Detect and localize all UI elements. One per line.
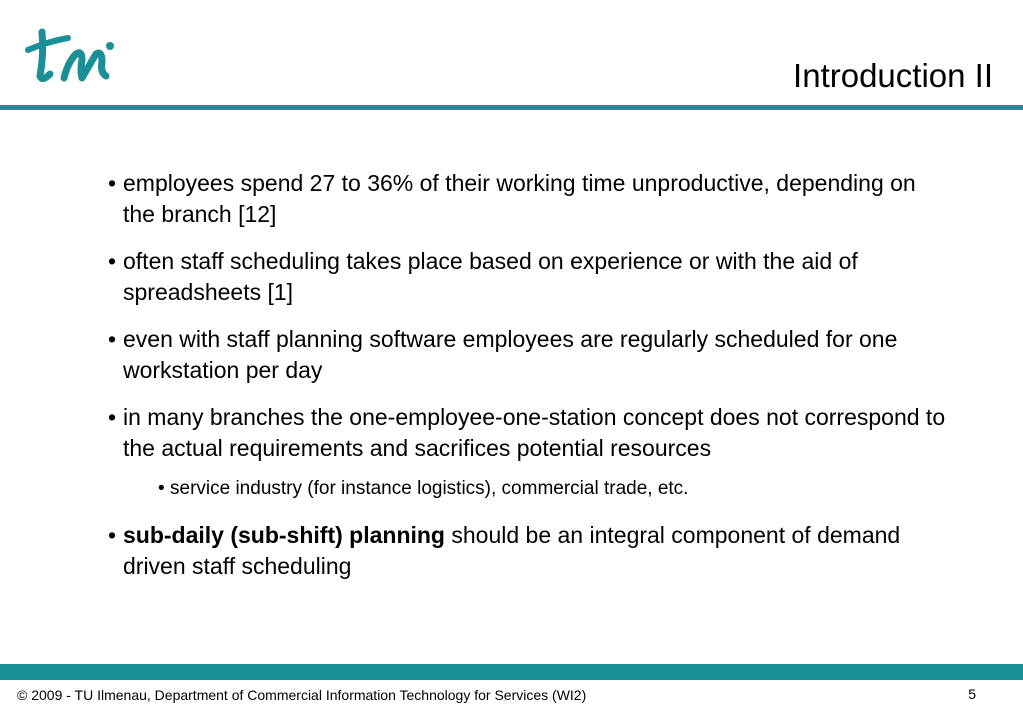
bullet-item (108, 168, 948, 230)
bullet-text: should be an integral component of demand driven staff scheduling (123, 522, 901, 579)
sub-bullet-item (108, 476, 948, 502)
page-number: 5 (968, 686, 976, 702)
bullet-bold-text: sub-daily (sub-shift) planning (123, 522, 445, 548)
tu-ilmenau-logo-icon (24, 24, 116, 88)
bullet-dot: • (108, 326, 117, 352)
bullet-dot: • (108, 404, 117, 430)
bullet-item (108, 324, 948, 386)
footer-copyright: © 2009 - TU Ilmenau, Department of Commercial Information Technology for Services (WI2) (17, 687, 587, 703)
footer-bar (0, 664, 1023, 680)
bullet-text: employees spend 27 to 36% of their working time unproductive, depending on the branch [12] (123, 170, 916, 227)
slide-title: Introduction II (793, 57, 993, 94)
slide-content (108, 168, 948, 598)
header-rule (0, 105, 1023, 110)
bullet-dot: • (108, 248, 117, 274)
sub-bullet-text: service industry (for instance logistics), commercial trade, etc. (170, 478, 689, 499)
bullet-text: often staff scheduling takes place based on experience or with the aid of spreadsheets [1] (123, 248, 858, 305)
bullet-item (108, 246, 948, 308)
bullet-dot: • (108, 522, 117, 548)
bullet-text: even with staff planning software employees are regularly scheduled for one workstation per day (123, 326, 898, 383)
bullet-dot: • (108, 170, 117, 196)
bullet-item (108, 520, 948, 582)
bullet-dot: • (158, 478, 165, 499)
bullet-item (108, 402, 948, 464)
bullet-text: in many branches the one-employee-one-station concept does not correspond to the actual requirements and sacrifices potential resources (123, 404, 946, 461)
